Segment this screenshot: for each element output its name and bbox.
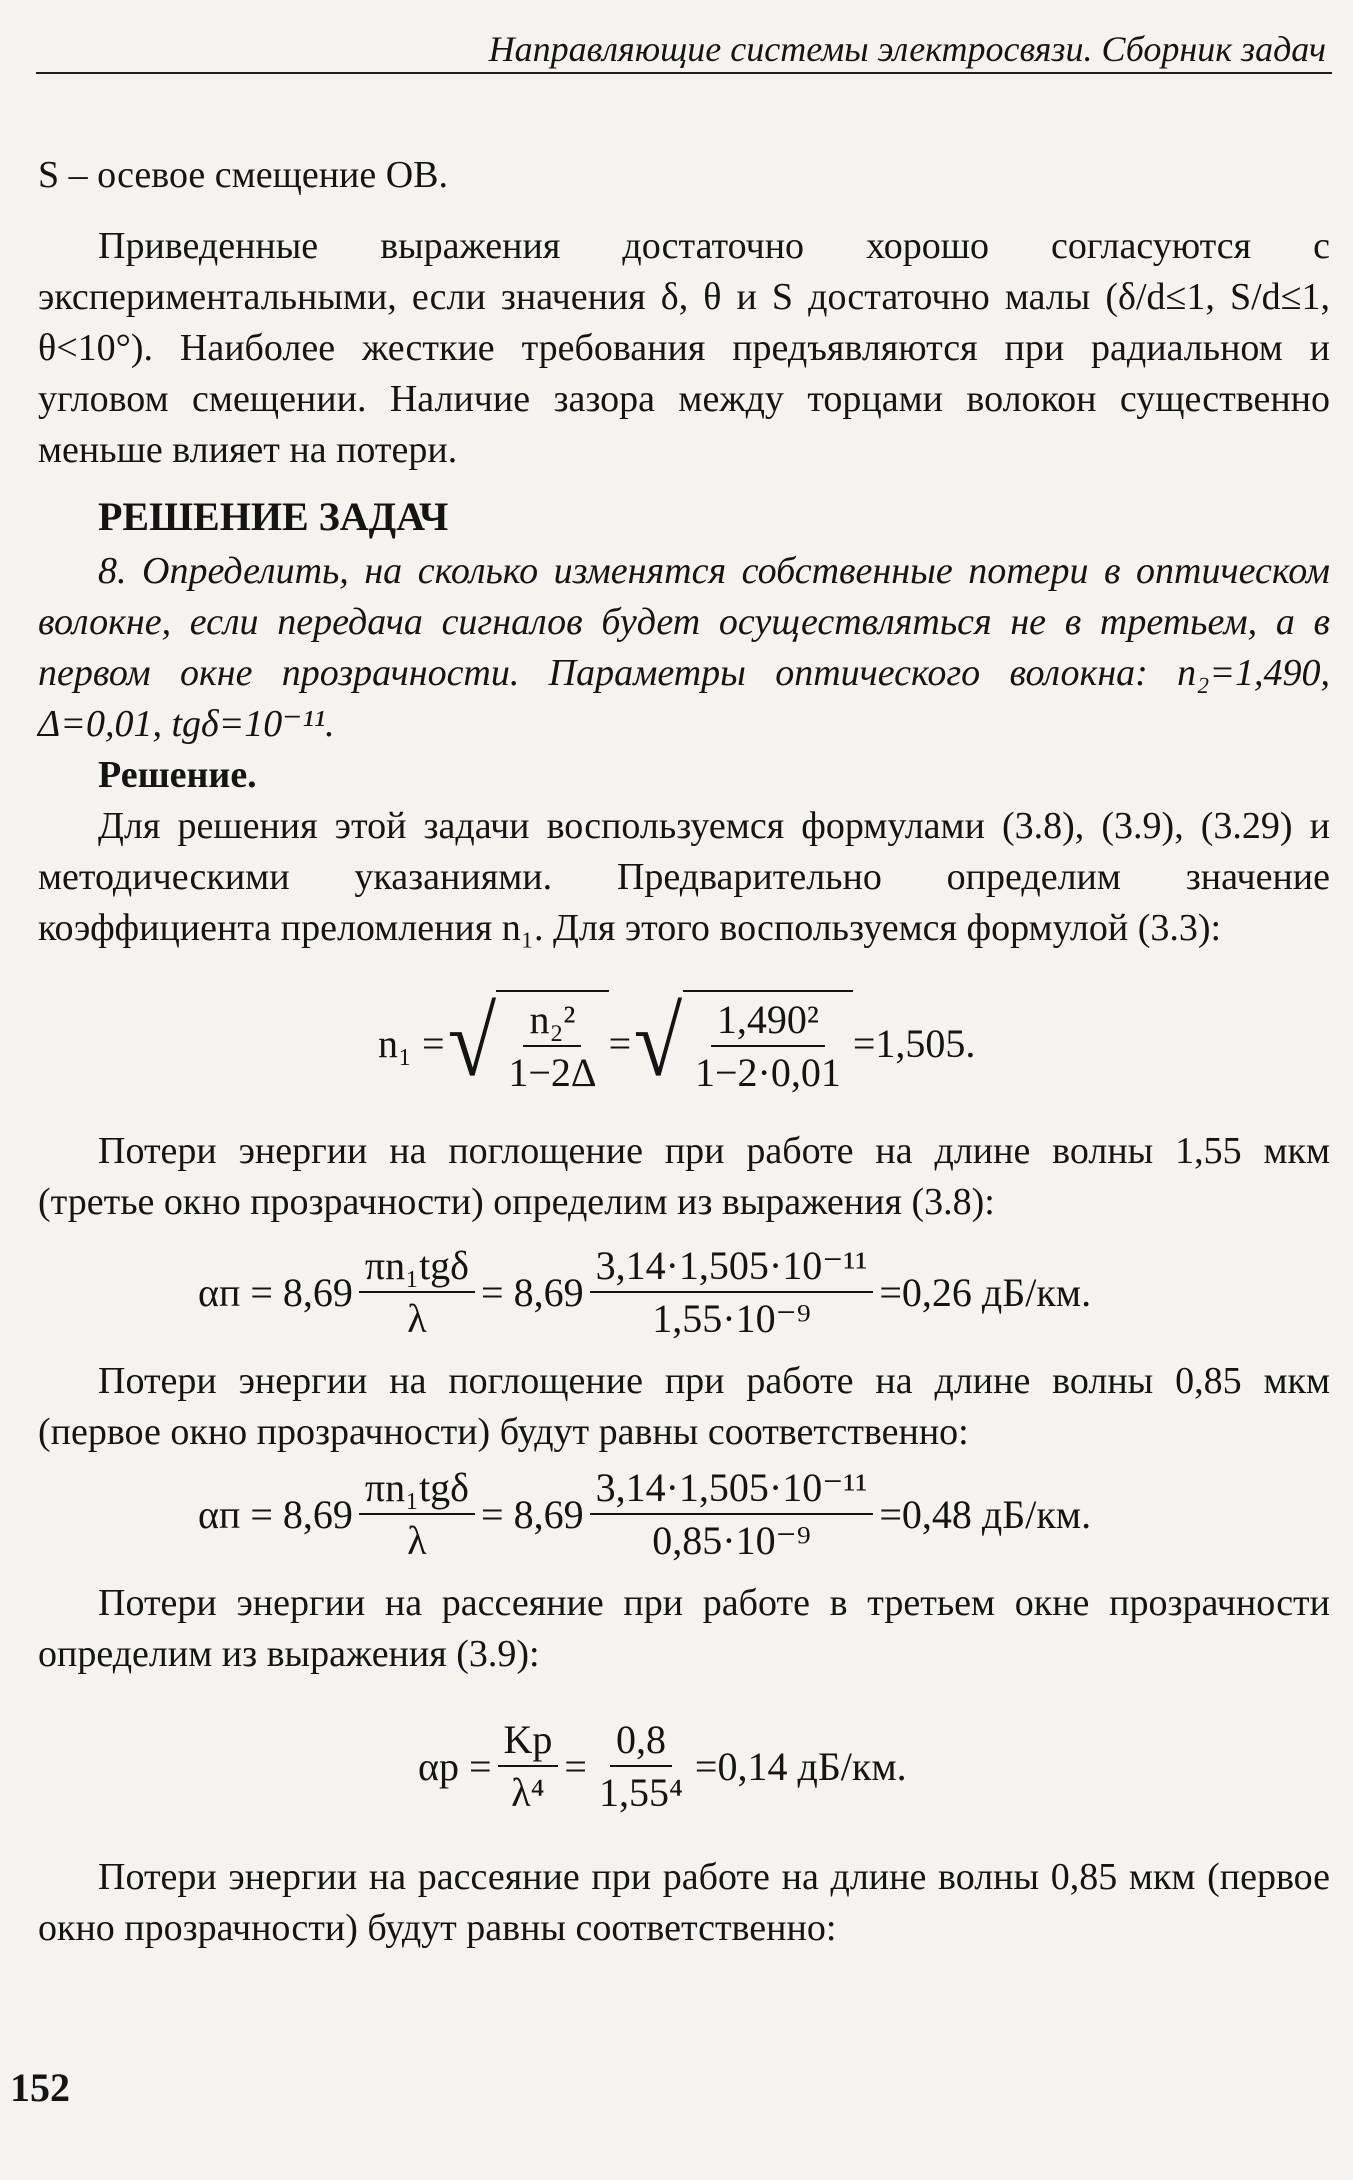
numerator: 1,490² [711, 996, 825, 1047]
paragraph-expressions: Приведенные выражения достаточно хорошо согласуются с экспериментальными, если значения δ, θ и S достаточно малы (δ/d≤1, S/d≤1, θ<10°). Наиболее жесткие требования предъявляются при радиальном и угловом смещении. Наличие зазора между торцами волокон существенно меньше влияет на потери. [38, 225, 1330, 471]
sqrt-expression [445, 990, 609, 1096]
paragraph-scattering-first-window: Потери энергии на рассеяние при работе на длине волны 0,85 мкм (первое окно прозрачности) будут равны соответственно: [38, 1856, 1330, 1949]
formula-refractive-index [378, 990, 1330, 1096]
section-heading: РЕШЕНИЕ ЗАДАЧ [98, 494, 449, 539]
sqrt-sign: √ [633, 989, 683, 1097]
sqrt-expression [631, 990, 853, 1096]
paragraph-solution-intro: Для решения этой задачи воспользуемся формулами (3.8), (3.9), (3.29) и методическими указаниями. Предварительно определим значение коэффициента преломления n₁. Для этого воспользуемся формулой (3.3): [38, 805, 1330, 949]
page-number: 152 [10, 2065, 70, 2110]
denominator: 1,55·10⁻⁹ [652, 1296, 811, 1341]
numerator: 3,14·1,505·10⁻¹¹ [590, 1242, 874, 1293]
running-header [36, 22, 1332, 74]
fraction [593, 1716, 689, 1816]
fraction [689, 996, 847, 1096]
denominator: λ⁴ [511, 1770, 545, 1815]
formula-mid: = [564, 1743, 587, 1789]
solution-label: Решение. [98, 754, 257, 796]
fraction [502, 996, 602, 1096]
header-title: Направляющие системы электросвязи. Сборник задач [488, 29, 1326, 69]
numerator: 0,8 [610, 1716, 672, 1767]
numerator: n₂² [523, 996, 581, 1047]
denominator: 1−2·0,01 [694, 1050, 841, 1095]
page-content [38, 150, 1330, 1954]
numerator: πn₁tgδ [359, 1242, 475, 1293]
numerator: πn₁tgδ [359, 1464, 475, 1515]
formula-absorption-850 [198, 1464, 1330, 1564]
paragraph-absorption-first-window: Потери энергии на поглощение при работе на длине волны 0,85 мкм (первое окно прозрачности) будут равны соответственно: [38, 1360, 1330, 1453]
formula-lhs: n₁ = [378, 1020, 445, 1066]
denominator: λ [407, 1296, 427, 1341]
equals-sign: = [608, 1020, 632, 1066]
sqrt-sign: √ [447, 989, 496, 1097]
paragraph-axial-offset: S – осевое смещение ОВ. [38, 154, 449, 196]
formula-lhs: αп = 8,69 [198, 1269, 353, 1315]
fraction [590, 1464, 874, 1564]
formula-mid: = 8,69 [481, 1491, 584, 1537]
formula-result: =0,48 дБ/км. [879, 1491, 1092, 1537]
fraction [359, 1242, 475, 1342]
denominator: 1−2Δ [508, 1050, 597, 1095]
fraction [359, 1464, 475, 1564]
formula-lhs: αр = [418, 1743, 492, 1789]
formula-result: =0,14 дБ/км. [694, 1743, 907, 1789]
denominator: λ [407, 1518, 427, 1563]
paragraph-scattering-third-window: Потери энергии на рассеяние при работе в третьем окне прозрачности определим из выражения (3.9): [38, 1582, 1330, 1675]
fraction [498, 1716, 559, 1816]
formula-scattering-1550 [418, 1716, 1330, 1816]
denominator: 0,85·10⁻⁹ [652, 1518, 811, 1563]
formula-absorption-1550 [198, 1242, 1330, 1342]
formula-result: =1,505. [852, 1020, 976, 1066]
denominator: 1,55⁴ [598, 1770, 683, 1815]
formula-mid: = 8,69 [481, 1269, 584, 1315]
numerator: Kр [498, 1716, 559, 1767]
fraction [590, 1242, 874, 1342]
formula-result: =0,26 дБ/км. [879, 1269, 1092, 1315]
paragraph-absorption-third-window: Потери энергии на поглощение при работе на длине волны 1,55 мкм (третье окно прозрачности) определим из выражения (3.8): [38, 1130, 1330, 1223]
numerator: 3,14·1,505·10⁻¹¹ [590, 1464, 874, 1515]
formula-lhs: αп = 8,69 [198, 1491, 353, 1537]
task-statement: 8. Определить, на сколько изменятся собственные потери в оптическом волокне, если передача сигналов будет осуществляться не в третьем, а в первом окне прозрачности. Параметры оптического волокна: n₂=1,490, Δ=0,01, tgδ=10⁻¹¹. [38, 550, 1330, 745]
